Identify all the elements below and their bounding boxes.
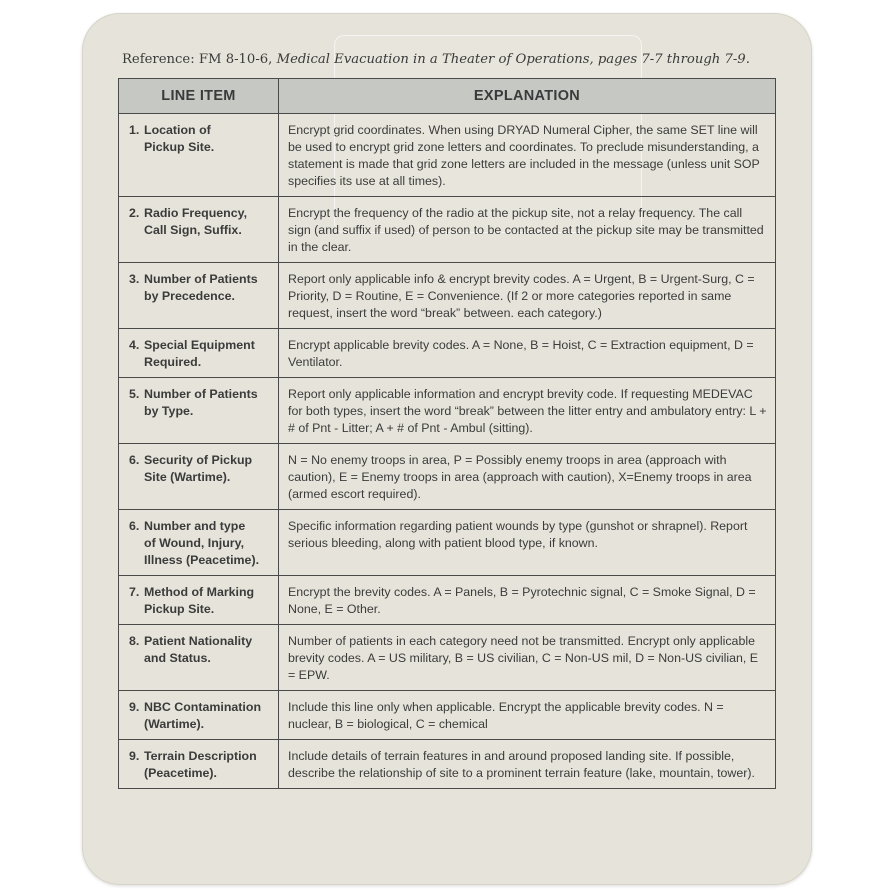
line-item-cell — [119, 197, 279, 263]
line-item-number: 5. — [129, 387, 140, 401]
line-item-first-line — [129, 337, 270, 354]
line-item-first-line — [129, 386, 270, 403]
line-item-cell — [119, 625, 279, 691]
line-item-label: Required. — [144, 355, 202, 369]
line-item-label: Number of Patients — [144, 387, 258, 401]
line-item-cell — [119, 263, 279, 329]
line-item-label: and Status. — [144, 651, 211, 665]
line-item-cell — [119, 691, 279, 740]
line-item-label: of Wound, Injury, — [144, 536, 245, 550]
line-item-label: Security of Pickup — [144, 453, 253, 467]
line-item-number: 3. — [129, 272, 140, 286]
table-row — [119, 444, 776, 510]
line-item-cell — [119, 740, 279, 789]
line-item-label: Pickup Site. — [144, 602, 215, 616]
line-item-number: 2. — [129, 206, 140, 220]
line-item-number: 6. — [129, 519, 140, 533]
line-item-first-line — [129, 122, 270, 139]
line-item-number: 9. — [129, 749, 140, 763]
table-row — [119, 378, 776, 444]
line-item-label: Number and type — [144, 519, 246, 533]
explanation-cell: Include this line only when applicable. Encrypt the applicable brevity codes. N = nuclear, B = biological, C = chemical — [279, 691, 776, 740]
table-row — [119, 576, 776, 625]
table-row — [119, 263, 776, 329]
line-item-first-line — [129, 452, 270, 469]
line-item-cell — [119, 576, 279, 625]
line-item-label: Illness (Peacetime). — [144, 553, 260, 567]
reference-prefix: Reference: FM 8-10-6, — [122, 52, 277, 67]
line-item-cell — [119, 329, 279, 378]
line-item-first-line — [129, 271, 270, 288]
header-line-item: LINE ITEM — [119, 79, 279, 114]
line-item-label: (Peacetime). — [144, 766, 218, 780]
reference-title: Medical Evacuation in a Theater of Operations, pages 7-7 through 7-9. — [276, 52, 750, 67]
line-item-label: Special Equipment — [144, 338, 255, 352]
line-item-first-line — [129, 699, 270, 716]
line-item-number: 9. — [129, 700, 140, 714]
line-item-number: 4. — [129, 338, 140, 352]
line-item-label: Method of Marking — [144, 585, 255, 599]
line-item-label: Call Sign, Suffix. — [144, 223, 242, 237]
table-row — [119, 625, 776, 691]
line-item-label: Number of Patients — [144, 272, 258, 286]
explanation-cell: Encrypt applicable brevity codes. A = None, B = Hoist, C = Extraction equipment, D = Ventilator. — [279, 329, 776, 378]
table-row — [119, 740, 776, 789]
line-item-cell — [119, 378, 279, 444]
line-item-number: 1. — [129, 123, 140, 137]
line-item-label: by Precedence. — [144, 289, 235, 303]
explanation-cell: N = No enemy troops in area, P = Possibly enemy troops in area (approach with caution), E = Enemy troops in area (approach with caution), X=Enemy troops in area (armed escort required). — [279, 444, 776, 510]
explanation-cell: Encrypt grid coordinates. When using DRYAD Numeral Cipher, the same SET line will be used to encrypt grid zone letters and coordinates. To preclude misunderstanding, a statement is made that grid zone letters are included in the message (unless unit SOP specifies its use at all times). — [279, 114, 776, 197]
table-row — [119, 329, 776, 378]
line-item-label: Pickup Site. — [144, 140, 215, 154]
table-row — [119, 114, 776, 197]
medevac-line-item-table — [118, 78, 776, 789]
line-item-label: Patient Nationality — [144, 634, 253, 648]
explanation-cell: Include details of terrain features in and around proposed landing site. If possible, describe the relationship of site to a prominent terrain feature (lake, mountain, tower). — [279, 740, 776, 789]
table-row — [119, 691, 776, 740]
line-item-cell — [119, 444, 279, 510]
reference-line — [122, 52, 782, 67]
table-row — [119, 197, 776, 263]
line-item-label: by Type. — [144, 404, 194, 418]
explanation-cell: Report only applicable information and encrypt brevity code. If requesting MEDEVAC for both types, insert the word “break” between the litter entry and ambulatory entry: L + # of Pnt - Litter; A + # of Pnt - Ambul (sitting). — [279, 378, 776, 444]
line-item-label: Radio Frequency, — [144, 206, 248, 220]
header-explanation: EXPLANATION — [279, 79, 776, 114]
line-item-first-line — [129, 584, 270, 601]
line-item-number: 7. — [129, 585, 140, 599]
explanation-cell: Report only applicable info & encrypt brevity codes. A = Urgent, B = Urgent-Surg, C = Priority, D = Routine, E = Convenience. (If 2 or more categories reported in same request, insert the word “break” between. each category.) — [279, 263, 776, 329]
line-item-cell — [119, 510, 279, 576]
line-item-first-line — [129, 748, 270, 765]
explanation-cell: Number of patients in each category need not be transmitted. Encrypt only applicable brevity codes. A = US military, B = US civilian, C = Non-US mil, D = Non-US civilian, E = EPW. — [279, 625, 776, 691]
table-row — [119, 510, 776, 576]
line-item-label: NBC Contamination — [144, 700, 262, 714]
line-item-first-line — [129, 633, 270, 650]
line-item-first-line — [129, 518, 270, 535]
line-item-label: Terrain Description — [144, 749, 257, 763]
table-header-row — [119, 79, 776, 114]
line-item-number: 6. — [129, 453, 140, 467]
line-item-number: 8. — [129, 634, 140, 648]
explanation-cell: Encrypt the frequency of the radio at the pickup site, not a relay frequency. The call sign (and suffix if used) of person to be contacted at the pickup site may be transmitted in the clear. — [279, 197, 776, 263]
explanation-cell: Specific information regarding patient wounds by type (gunshot or shrapnel). Report serious bleeding, along with patient blood type, if known. — [279, 510, 776, 576]
line-item-first-line — [129, 205, 270, 222]
line-item-label: (Wartime). — [144, 717, 205, 731]
line-item-label: Location of — [144, 123, 211, 137]
line-item-label: Site (Wartime). — [144, 470, 231, 484]
line-item-cell — [119, 114, 279, 197]
explanation-cell: Encrypt the brevity codes. A = Panels, B = Pyrotechnic signal, C = Smoke Signal, D = None, E = Other. — [279, 576, 776, 625]
